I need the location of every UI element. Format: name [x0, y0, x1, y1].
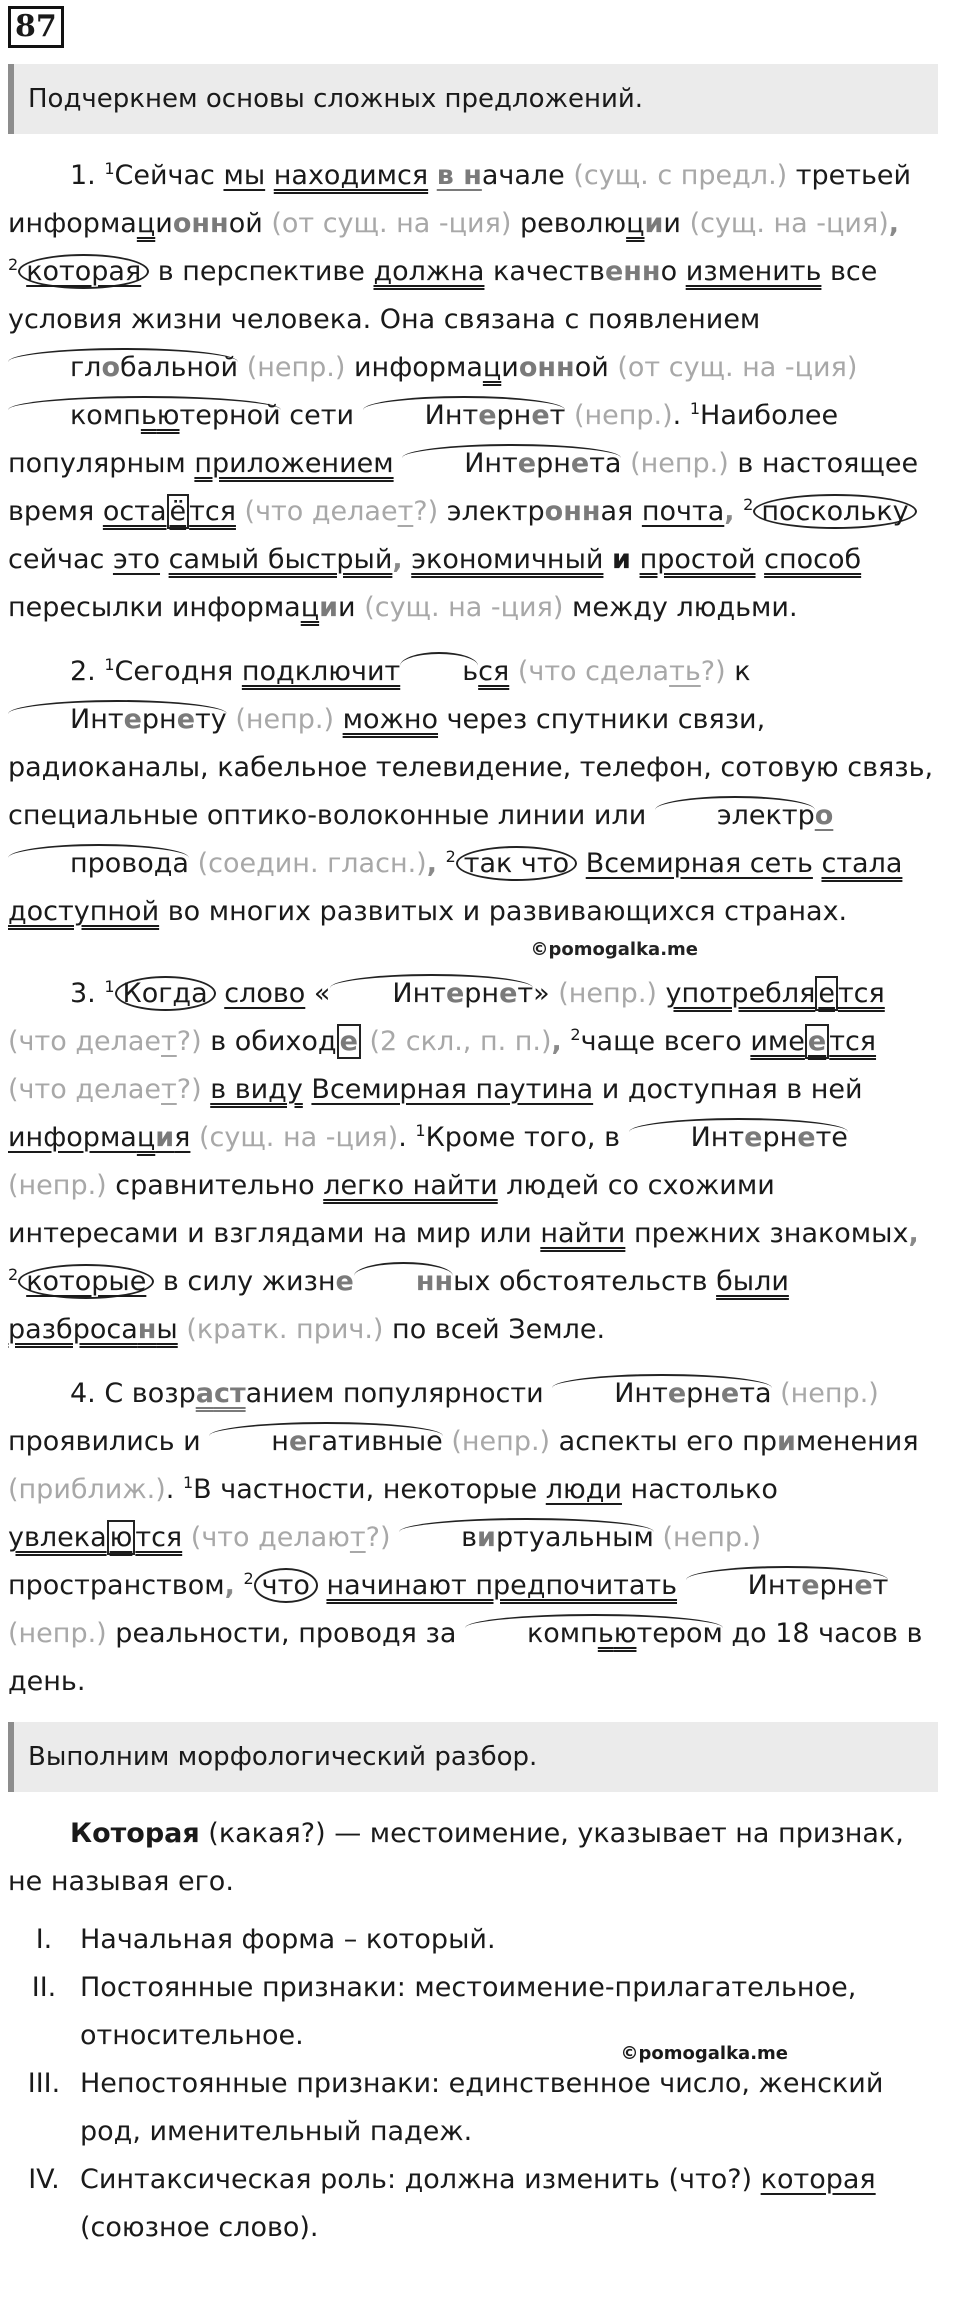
task-number: 87	[8, 6, 64, 48]
section-header-bases: Подчеркнем основы сложных предложений.	[8, 64, 938, 134]
sentence-1: 1. $^1$Сейчас мы находимся в начале (сущ. с предл.) третьей информационной (от сущ. на -ция) революции (сущ. на -ция), $^2$ которая в перспективе должна качественно изменить все условия жизни человека. Она связана с появлением глобальной (непр.) информационной (от сущ. на -ция) компьютерной сети Интернет (непр.). $^1$Наиболее популярным приложением Интернета (непр.) в настоящее время оста ё тся (что делает?) электронная почта, $^2$ поскольку сейчас это самый быстрый, экономичный и простой способ пересылки информации (сущ. на -ция) между людьми.	[8, 159, 919, 623]
morph-item-text: Постоянные признаки: местоимение-прилагательное, относительное.	[80, 1972, 857, 2051]
morph-intro	[8, 1810, 938, 1906]
morph-item-underlined: которая	[760, 2164, 876, 2195]
watermark-1: ©pomogalka.me	[530, 939, 698, 960]
morph-item-num: IV.	[28, 2164, 60, 2195]
morph-item-3	[8, 2060, 938, 2156]
morph-item-text-before: Синтаксическая роль: должна изменить (что?)	[80, 2164, 761, 2195]
section-header-morph: Выполним морфологический разбор.	[8, 1722, 938, 1792]
morph-item-num: II.	[31, 1972, 57, 2003]
morph-item-1	[8, 1916, 938, 1964]
morph-item-text: Начальная форма – который.	[80, 1924, 496, 1955]
morph-item-num: I.	[35, 1924, 53, 1955]
morph-word: Которая	[70, 1818, 200, 1849]
page	[8, 6, 938, 2252]
sentence-3: 3. $^1$ Когда слово « Интернет» (непр.) употребля е тся (что делает?) в обиход е (2 скл., п. п.), $^2$чаще всего име е тся (что делает?) в виду Всемирная паутина и доступная в ней информация (сущ. на -ция). $^1$Кроме того, в Интернете (непр.) сравнительно легко найти людей со схожими интересами и взглядами на мир или найти прежних знакомых, $^2$ которые в силу жизне нных обстоятельств были разбросаны (кратк. прич.) по всей Земле.	[8, 970, 938, 1354]
morph-item-4	[8, 2156, 938, 2252]
sentence-4: 4. С возрастанием популярности Интернета (непр.) проявились и негативные (непр.) аспекты его применения (приближ.). $^1$В частности, некоторые люди настолько увлека ю тся (что делают?) виртуальным (непр.) пространством, $^2$ что начинают предпочитать Интернет (непр.) реальности, проводя за компьютером до 18 часов в день.	[8, 1370, 938, 1706]
morph-item-2	[8, 1964, 938, 2060]
sentence-2: 2. $^1$Сегодня подключит ься (что сделать?) к Интернету (непр.) можно через спутники связи, радиоканалы, кабельное телевидение, телефон, сотовую связь, специальные оптико-волоконные линии или электропровода (соедин. гласн.), $^2$ так что Всемирная сеть стала доступной во многих развитых и развивающихся странах.	[8, 648, 938, 936]
morph-intro-rest: (какая?) — местоимение, указывает на признак, не называя его.	[8, 1818, 904, 1897]
watermark-2: ©pomogalka.me	[620, 2043, 788, 2064]
morph-list	[8, 1916, 938, 2252]
morph-item-text-after: (союзное слово).	[80, 2212, 319, 2243]
morph-item-num: III.	[27, 2068, 61, 2099]
morph-item-text	[80, 2156, 938, 2252]
morph-item-text: Непостоянные признаки: единственное число, женский род, именительный падеж.	[80, 2068, 884, 2147]
